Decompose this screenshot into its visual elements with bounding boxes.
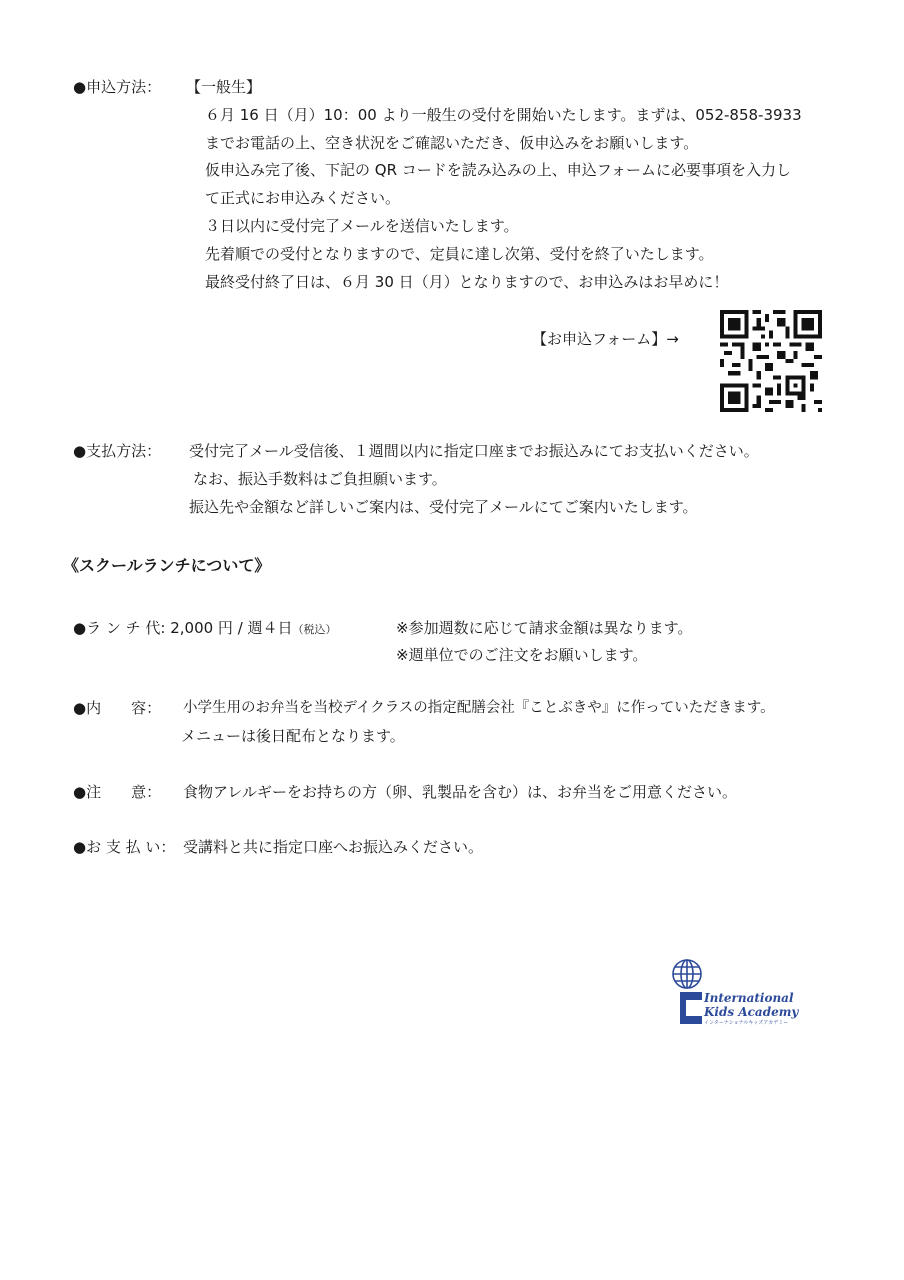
- lunch-price-tax: （税込）: [292, 623, 337, 636]
- application-line: 仮申込み完了後、下記の QR コードを読み込みの上、申込フォームに必要事項を入力し: [205, 161, 792, 179]
- lunch-price-note: ※参加週数に応じて請求金額は異なります。: [396, 619, 693, 637]
- lunch-price: ●ラ ン チ 代: 2,000 円 / 週４日: [73, 619, 293, 637]
- lunch-price-note: ※週単位でのご注文をお願いします。: [396, 646, 648, 664]
- payment-label: ●支払方法：: [73, 442, 162, 460]
- application-line: て正式にお申込みください。: [205, 189, 401, 207]
- logo-line2: Kids Academy: [704, 1005, 799, 1019]
- globe-icon: [670, 958, 704, 1026]
- application-line: 最終受付終了日は、６月 30 日（月）となりますので、お申込みはお早めに！: [205, 273, 729, 291]
- application-line: ６月 16 日（月）10：00 より一般生の受付を開始いたします。まずは、052-858-3933: [205, 106, 802, 124]
- lunch-content-label: ●内 容：: [73, 699, 162, 717]
- application-line: までお電話の上、空き状況をご確認いただき、仮申込みをお願いします。: [205, 134, 699, 152]
- lunch-content-line: メニューは後日配布となります。: [181, 727, 405, 745]
- logo-line1: International: [704, 991, 794, 1005]
- academy-logo: [670, 958, 820, 1028]
- lunch-content-line: 小学生用のお弁当を当校デイクラスの指定配膳会社『ことぶきや』に作っていただきます。: [183, 700, 775, 716]
- lunch-caution-label: ●注 意：: [73, 783, 162, 801]
- lunch-price-label: [73, 619, 337, 639]
- payment-line: なお、振込手数料はご負担願います。: [193, 470, 447, 488]
- application-category: 【一般生】: [186, 78, 262, 96]
- payment-line: 振込先や金額など詳しいご案内は、受付完了メールにてご案内いたします。: [189, 498, 698, 516]
- lunch-heading: 《スクールランチについて》: [63, 556, 271, 575]
- payment-line: 受付完了メール受信後、１週間以内に指定口座までお振込みにてお支払いください。: [189, 442, 759, 460]
- qr-code-icon[interactable]: [720, 310, 822, 412]
- lunch-payment-text: 受講料と共に指定口座へお振込みください。: [183, 838, 484, 856]
- application-line: ３日以内に受付完了メールを送信いたします。: [205, 217, 519, 235]
- lunch-payment-label: ●お 支 払 い：: [73, 838, 176, 856]
- application-label: ●申込方法：: [73, 78, 162, 96]
- lunch-caution-text: 食物アレルギーをお持ちの方（卵、乳製品を含む）は、お弁当をご用意ください。: [183, 783, 738, 801]
- logo-subtitle: インターナショナルキッズアカデミー: [704, 1020, 789, 1026]
- application-line: 先着順での受付となりますので、定員に達し次第、受付を終了いたします。: [205, 245, 714, 263]
- application-form-link[interactable]: 【お申込フォーム】→: [532, 330, 679, 348]
